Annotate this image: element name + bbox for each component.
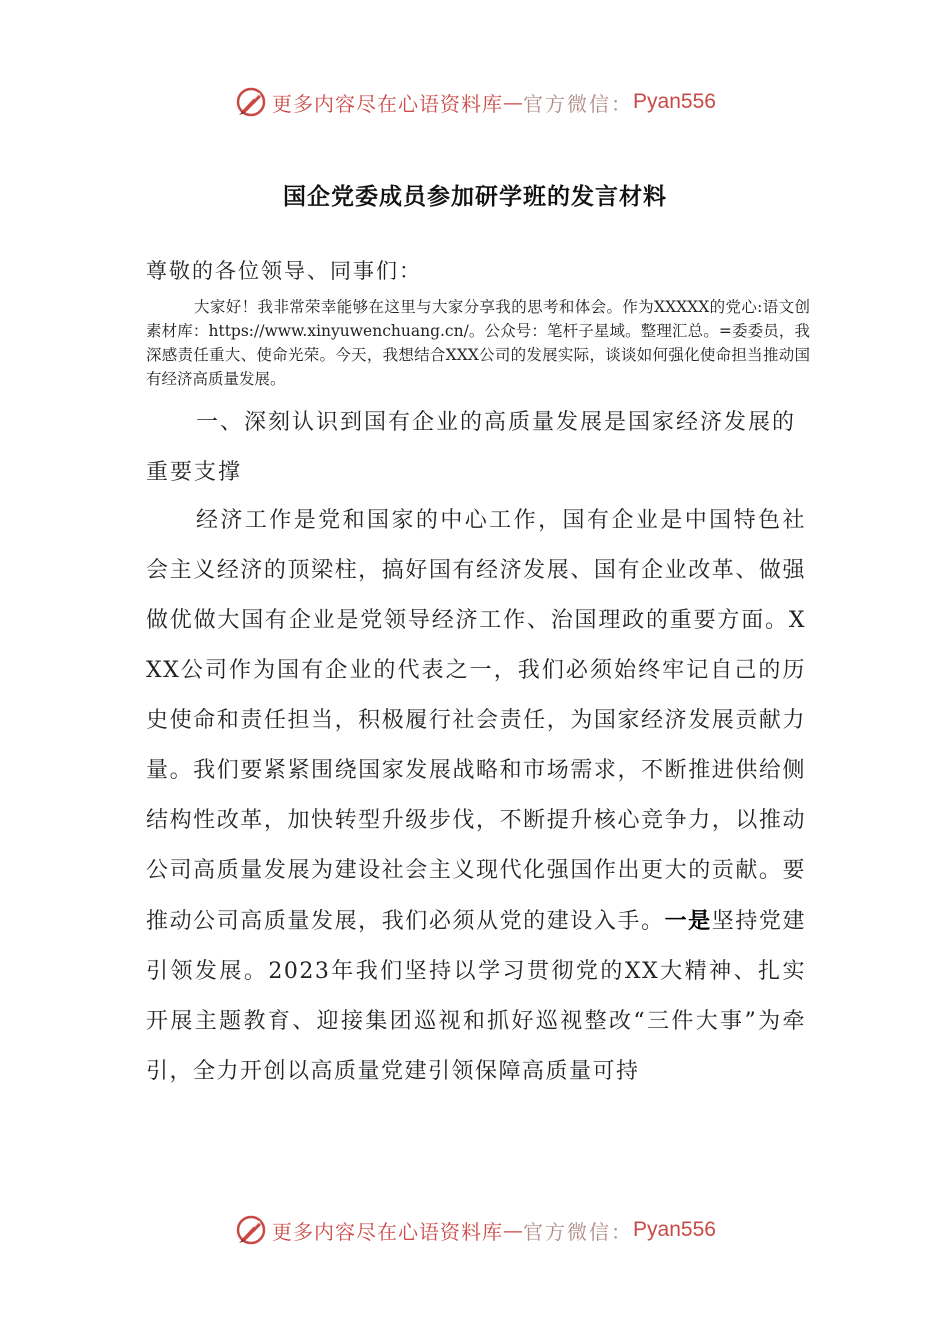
- pen-logo-icon: [234, 85, 268, 119]
- footer-banner-dash: —: [503, 1218, 524, 1242]
- body-text-emphasis: 一是: [664, 908, 712, 934]
- pen-logo-icon: [234, 1213, 268, 1247]
- banner-wechat-id: Pyan556: [633, 90, 716, 113]
- salutation: 尊敬的各位领导、同事们：: [146, 259, 422, 283]
- section-heading-1: 一、深刻认识到国有企业的高质量发展是国家经济发展的重要支撑: [146, 410, 797, 485]
- footer-banner-text: 更多内容尽在心语资料库: [272, 1219, 504, 1244]
- body-text-part-1: 经济工作是党和国家的中心工作，国有企业是中国特色社会主义经济的顶梁柱，搞好国有经济发展、国有企业改革、做强做优做大国有企业是党领导经济工作、治国理政的重要方面。XXX公司作为国有企业的代表之一，我们必须始终牢记自己的历史使命和责任担当，积极履行社会责任，为国家经济发展贡献力量。我们要紧紧围绕国家发展战略和市场需求，不断推进供给侧结构性改革，加快转型升级步伐，不断提升核心竞争力，以推动公司高质量发展为建设社会主义现代化强国作出更大的贡献。要推动公司高质量发展，我们必须从党的建设入手。: [146, 508, 806, 934]
- body-text-part-2: 坚持党建引领发展。2023年我们坚持以学习贯彻党的XX大精神、扎实开展主题教育、迎接集团巡视和抓好巡视整改“三件大事”为牵引，全力开创以高质量党建引领保障高质量可持: [146, 909, 806, 1084]
- banner-dash: —: [503, 90, 524, 114]
- header-banner: [0, 82, 950, 122]
- footer-banner: [0, 1210, 950, 1250]
- body-paragraph: [146, 496, 806, 1097]
- footer-banner-wechat-id: Pyan556: [633, 1218, 716, 1241]
- banner-text: 更多内容尽在心语资料库: [272, 91, 504, 116]
- footer-banner-wechat-label: 官方微信：: [523, 1219, 634, 1244]
- banner-wechat-label: 官方微信：: [523, 91, 634, 116]
- intro-paragraph: 大家好！我非常荣幸能够在这里与大家分享我的思考和体会。作为XXXXX的党心:语文创素材库：https://www.xinyuwenchuang.cn/。公众号：笔杆子星域。整理汇总。=委委员，我深感责任重大、使命光荣。今天，我想结合XXX公司的发展实际，谈谈如何强化使命担当推动国有经济高质量发展。: [146, 298, 810, 388]
- document-title: 国企党委成员参加研学班的发言材料: [283, 184, 667, 210]
